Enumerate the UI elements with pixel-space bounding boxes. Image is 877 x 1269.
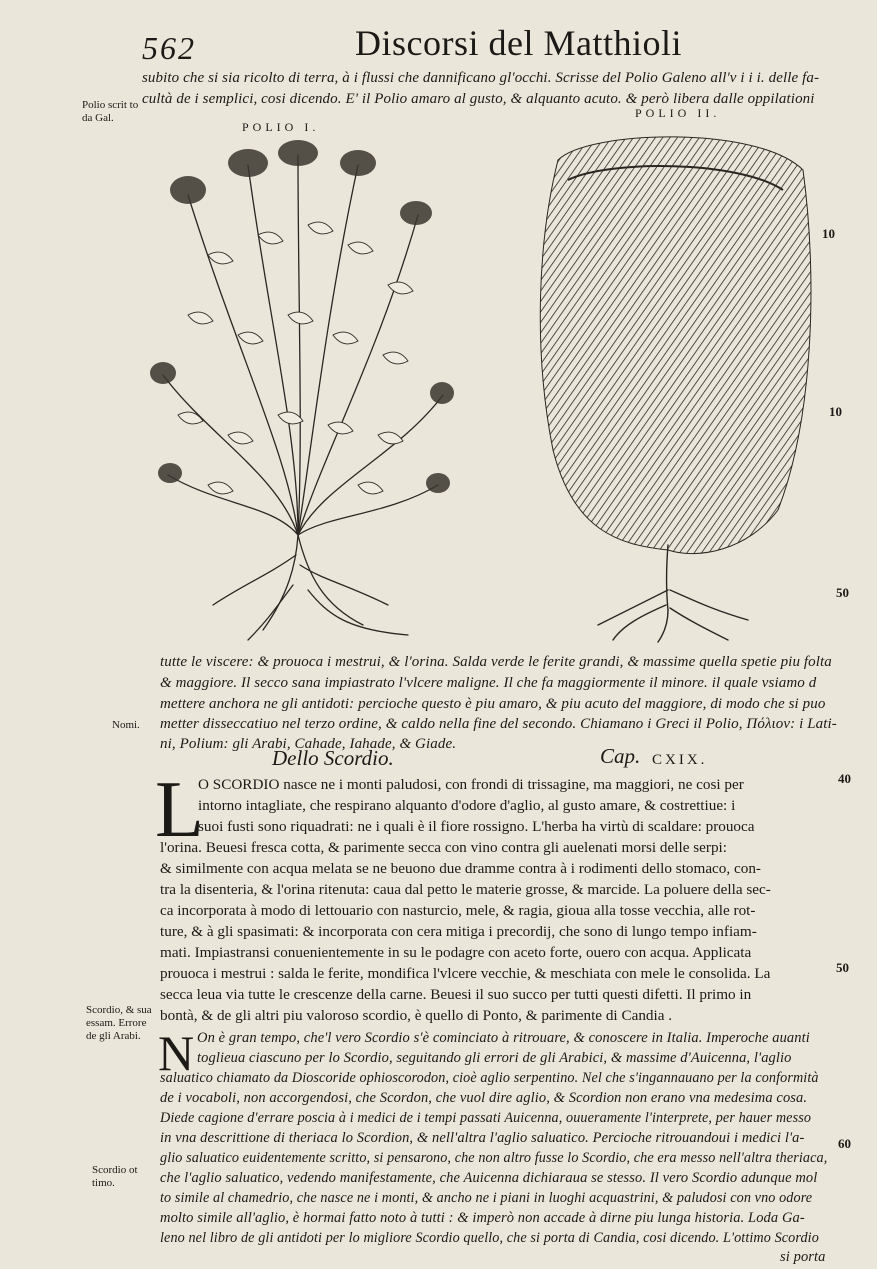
line-number: 10 <box>822 226 835 241</box>
polio-text-line: metter disseccatiuo nel terzo ordine, & caldo nella fine del secondo. Chiamano i Greci il Polio, Πόλιον: i Lati- <box>160 716 837 732</box>
scordio-text-line: mati. Impiastransi conuenientemente in su le podagre con aceto forte, ouero con acqua. Applicata <box>160 944 752 961</box>
line-number: 50 <box>836 960 849 975</box>
scordio-text-line: O SCORDIO nasce ne i monti paludosi, con frondi di trissagine, ma maggiori, ne cosi per <box>198 776 744 793</box>
chapter-label: Cap. <box>600 744 641 768</box>
page-number: 562 <box>142 30 196 66</box>
commentary-line: molto simile all'aglio, è hormai fatto noto à tutti : & imperò non accade à dirne piu lunga historia. Loda Ga- <box>160 1210 805 1226</box>
polio-two-woodcut <box>528 120 818 645</box>
scordio-text-line: suoi fusti sono riquadrati: ne i quali è il fiore rossigno. L'herba ha virtù di scaldare: prouoca <box>198 818 755 835</box>
scordio-text-line: secca leua via tutte le crescenze della carne. Beuesi il suo succo per tutti questi difetti. Il primo in <box>160 986 752 1003</box>
scordio-text-line: intorno intagliate, che respirano alquanto d'odore d'aglio, al gusto amare, & costrettiue: i <box>198 797 736 814</box>
scordio-text-line: ca incorporata à modo di lettouario con nasturcio, mele, & ragia, gioua alla tosse vecchia, alle rot- <box>160 902 756 919</box>
polio-text-line: tutte le viscere: & prouoca i mestrui, & l'orina. Salda verde le ferite grandi, & massime quella spetie piu folta <box>160 654 832 670</box>
commentary-line: che l'aglio saluatico, vedendo manifestamente, che Auicenna dichiaraua se stesso. Il vero Scordio adunque mol <box>160 1170 818 1186</box>
commentary-line: to simile al chamedrio, che nasce ne i monti, & ancho ne i piani in luoghi acquastrini, & paludosi con vno odore <box>160 1190 813 1206</box>
commentary-line: On è gran tempo, che'l vero Scordio s'è cominciato à ritrouare, & conoscere in Italia. Imperoche auanti <box>197 1030 810 1046</box>
commentary-line: toglieua ciascuno per lo Scordio, seguitando gli errori de gli Arabici, & massime d'Auicenna, l'aglio <box>197 1050 792 1066</box>
running-head: Discorsi del Matthioli <box>355 23 682 63</box>
margin-note-arabi: Scordio, & sua essam. Errore de gli Arabi. <box>86 1004 152 1042</box>
commentary-line: Diede cagione d'errare poscia à i medici de i tempi passati Auicenna, ouueramente l'interprete, per hauer messo <box>160 1110 812 1126</box>
polio-text-line: & maggiore. Il secco sana impiastrato l'vlcere maligne. Il che fa maggiormente il minore. il quale vsiamo d <box>160 675 817 691</box>
commentary-catchword: si porta <box>780 1249 826 1265</box>
figure-label-right: POLIO II. <box>635 106 721 120</box>
chapter-number: CXIX. <box>652 752 708 768</box>
margin-note-scordio-ottimo: Scordio ot timo. <box>92 1164 138 1189</box>
scordio-text-line: ture, & à gli spasimati: & incorporata con cera mitiga i precordij, che sono di lungo tempo infiam- <box>160 923 757 940</box>
commentary-line: leno nel libro de gli antidoti per lo migliore Scordio quello, che si porta di Candia, cosi dicendo. L'ottimo Scordio <box>160 1230 819 1246</box>
commentary-line: de i vocaboli, non accorgendosi, che Scordon, che vuol dire aglio, & Scordion non erano vna medesima cosa. <box>160 1090 808 1106</box>
drop-cap-l: L <box>155 766 204 854</box>
line-number: 60 <box>838 1136 851 1151</box>
margin-note-polio: Polio scrit to da Gal. <box>82 99 139 124</box>
top-text-line: subito che si sia ricolto di terra, à i flussi che dannificano gl'occhi. Scrisse del Polio Galeno all'v i i i. delle fa- <box>142 70 820 86</box>
commentary-line: glio saluatico euidentemente scritto, si pensarono, che non altro fusse lo Scordio, che era messo nell'altra theriaca, <box>160 1150 828 1166</box>
drop-cap-n: N <box>158 1025 195 1081</box>
polio-one-woodcut <box>148 135 458 645</box>
line-number: 40 <box>838 771 851 786</box>
scordio-text-line: prouoca i mestrui : salda le ferite, mondifica l'vlcere vecchie, & meschiata con mele le consolida. La <box>160 965 771 982</box>
scordio-text-line: bontà, & de gli altri piu valoroso scordio, è quello di Ponto, & parimente di Candia . <box>160 1007 673 1024</box>
polio-text-line: mettere anchora ne gli antidoti: percioche questo è piu amaro, & piu acuto del maggiore, di modo che si puo <box>160 696 826 712</box>
figure-label-left: POLIO I. <box>242 120 320 134</box>
line-number: 10 <box>829 404 842 419</box>
margin-note-nomi: Nomi. <box>112 719 140 731</box>
scordio-text-line: l'orina. Beuesi fresca cotta, & parimente secca con vino contra gli auelenati morsi delle serpi: <box>160 839 727 856</box>
section-title: Dello Scordio. <box>272 746 394 770</box>
polio-text-line: ni, Polium: gli Arabi, Cahade, Iahade, & Giade. <box>160 736 457 752</box>
commentary-line: in vna descrittione di theriaca lo Scordion, & nell'altra l'aglio saluatico. Percioche ritrouandoui i medici l'a- <box>160 1130 805 1146</box>
top-text-line: cultà de i semplici, cosi dicendo. E' il Polio amaro al gusto, & alquanto acuto. & però libera dalle oppilationi <box>142 91 815 107</box>
commentary-line: saluatico chiamato da Dioscoride ophioscorodon, cioè aglio serpentino. Nel che s'ingannauano per la conformità <box>160 1070 819 1086</box>
scordio-text-line: & similmente con acqua melata se ne beuono due dramme contra à i rodimenti dello stomaco, con- <box>160 860 761 877</box>
line-number: 50 <box>836 585 849 600</box>
scordio-text-line: tra la disenteria, & l'orina ritenuta: caua dal petto le materie grosse, & marcide. La poluere della sec- <box>160 881 771 898</box>
